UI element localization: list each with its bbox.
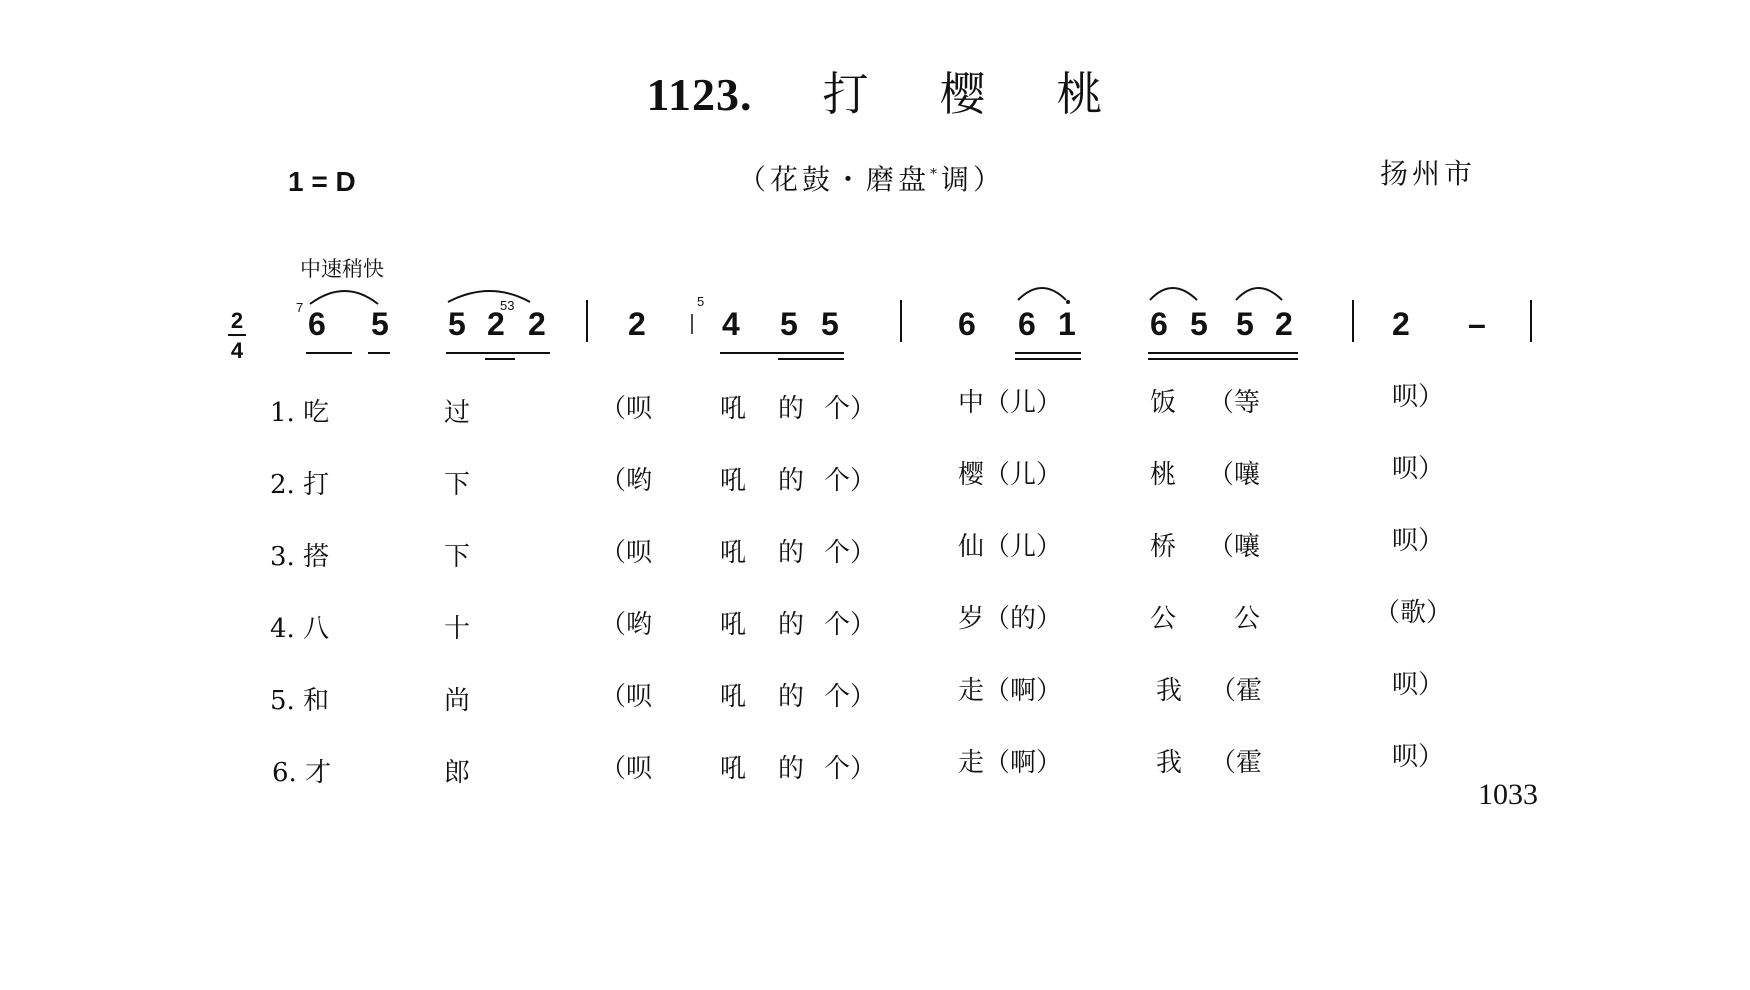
- lyric-word: 呗）: [1392, 670, 1445, 700]
- subtitle: [738, 158, 1005, 198]
- slur: [1018, 288, 1066, 300]
- lyric-word: 的: [778, 538, 805, 568]
- note: 5: [780, 306, 798, 342]
- note: 5: [821, 306, 839, 342]
- note: 2: [1392, 306, 1410, 342]
- lyric-word: （嚷: [1208, 460, 1261, 490]
- lyric-word: （霍: [1210, 748, 1263, 778]
- lyric-word: 个）: [824, 610, 877, 640]
- grace-note: 5: [697, 294, 705, 309]
- title-char-3: 桃: [1056, 67, 1104, 121]
- lyric-word: 吼: [720, 754, 747, 784]
- lyric-word: 的: [778, 682, 805, 712]
- title-char-1: 打: [822, 67, 870, 121]
- beam: [446, 352, 550, 354]
- slur: [1236, 288, 1282, 300]
- tempo-marking: 中速稍快: [300, 257, 384, 281]
- beam: [368, 352, 390, 354]
- lyric-word: 个）: [824, 394, 877, 424]
- note: 6: [308, 306, 326, 342]
- barline: [586, 300, 588, 342]
- beam: [778, 358, 844, 360]
- lyric-word: 的: [778, 394, 805, 424]
- lyric-word: 6. 才: [272, 758, 332, 788]
- time-signature: [228, 306, 246, 366]
- note: 2: [1275, 306, 1293, 342]
- page-number: 1033: [1478, 778, 1538, 811]
- lyric-word: （嚷: [1208, 532, 1261, 562]
- beam: [1148, 358, 1298, 360]
- lyric-word: 呗）: [1392, 742, 1445, 772]
- lyric-word: 个）: [824, 682, 877, 712]
- lyric-word: 走（啊）: [958, 748, 1063, 778]
- beam: [1015, 358, 1081, 360]
- high-octave-dot: [1066, 300, 1070, 304]
- region-label: 扬州市: [1380, 157, 1477, 190]
- lyric-word: 走（啊）: [958, 676, 1063, 706]
- note: 4: [722, 306, 740, 342]
- song-number: 1123.: [646, 69, 753, 120]
- subtitle-text: （花鼓・磨盘: [738, 163, 931, 196]
- dash: –: [1468, 306, 1486, 342]
- lyric-word: 吼: [720, 466, 747, 496]
- lyric-word: 的: [778, 610, 805, 640]
- lyric-word: 十: [444, 614, 471, 644]
- note: 5: [1190, 306, 1208, 342]
- beam: [720, 352, 844, 354]
- subtitle-end: 调）: [941, 163, 1006, 196]
- grace-note: 53: [500, 298, 515, 313]
- lyric-word: 吼: [720, 538, 747, 568]
- lyric-word: 吼: [720, 610, 747, 640]
- note: 2: [528, 306, 546, 342]
- lyric-word: （呗: [600, 538, 653, 568]
- note: 5: [371, 306, 389, 342]
- note: 2: [628, 306, 646, 342]
- slur: [1150, 288, 1197, 300]
- lyric-word: 樱（儿）: [958, 460, 1063, 490]
- lyric-word: （哟: [600, 610, 653, 640]
- lyric-word: 仙（儿）: [958, 532, 1063, 562]
- note: 5: [448, 306, 466, 342]
- lyric-word: 下: [444, 470, 471, 500]
- song-title: [0, 58, 1750, 124]
- note: 2: [487, 306, 505, 342]
- lyric-word: 呗）: [1392, 454, 1445, 484]
- lyric-word: 我: [1156, 676, 1183, 706]
- lyric-word: 1. 吃: [270, 398, 330, 428]
- lyric-word: 公: [1234, 604, 1261, 634]
- lyric-word: 吼: [720, 394, 747, 424]
- lyric-word: 的: [778, 466, 805, 496]
- lyric-word: 呗）: [1392, 526, 1445, 556]
- lyric-word: （呗: [600, 394, 653, 424]
- note: 1: [1058, 306, 1076, 342]
- note: 5: [1236, 306, 1254, 342]
- title-char-2: 樱: [939, 67, 987, 121]
- lyric-word: 个）: [824, 754, 877, 784]
- key-signature: 1 = D: [288, 166, 356, 197]
- note: 6: [1018, 306, 1036, 342]
- note: 6: [1150, 306, 1168, 342]
- lyric-word: （等: [1208, 388, 1261, 418]
- lyric-word: 下: [444, 542, 471, 572]
- lyric-word: 3. 搭: [270, 542, 330, 572]
- lyric-word: 过: [444, 398, 471, 428]
- beam: [306, 352, 352, 354]
- lyric-word: 5. 和: [270, 686, 330, 716]
- grace-note: 7: [296, 300, 304, 315]
- lyric-word: （歌）: [1374, 598, 1453, 628]
- slur: [310, 291, 378, 304]
- lyric-word: 我: [1156, 748, 1183, 778]
- lyric-word: （呗: [600, 754, 653, 784]
- beam: [1015, 352, 1081, 354]
- lyric-word: 岁（的）: [958, 604, 1063, 634]
- barline: [900, 300, 902, 342]
- lyric-word: 2. 打: [270, 470, 330, 500]
- beam: [1148, 352, 1298, 354]
- lyric-word: 郎: [444, 758, 471, 788]
- time-sig-bottom: 4: [230, 338, 244, 363]
- lyric-word: 个）: [824, 466, 877, 496]
- lyric-word: （呗: [600, 682, 653, 712]
- lyric-word: 公: [1150, 604, 1177, 634]
- lyric-word: 呗）: [1392, 382, 1445, 412]
- lyric-word: （霍: [1210, 676, 1263, 706]
- barline: [1352, 300, 1354, 342]
- lyric-word: 吼: [720, 682, 747, 712]
- note: 6: [958, 306, 976, 342]
- time-sig-top: 2: [230, 308, 244, 333]
- lyric-word: 个）: [824, 538, 877, 568]
- lyric-word: 中（儿）: [958, 388, 1063, 418]
- footnote-mark: *: [930, 166, 942, 183]
- slur: [448, 291, 530, 302]
- lyric-word: （哟: [600, 466, 653, 496]
- lyric-word: 尚: [444, 686, 471, 716]
- lyric-word: 4. 八: [270, 614, 330, 644]
- beam: [485, 358, 515, 360]
- final-barline: [1530, 300, 1532, 342]
- lyric-word: 桃: [1150, 460, 1177, 490]
- lyric-word: 饭: [1150, 388, 1177, 418]
- lyric-word: 的: [778, 754, 805, 784]
- lyric-word: 桥: [1150, 532, 1177, 562]
